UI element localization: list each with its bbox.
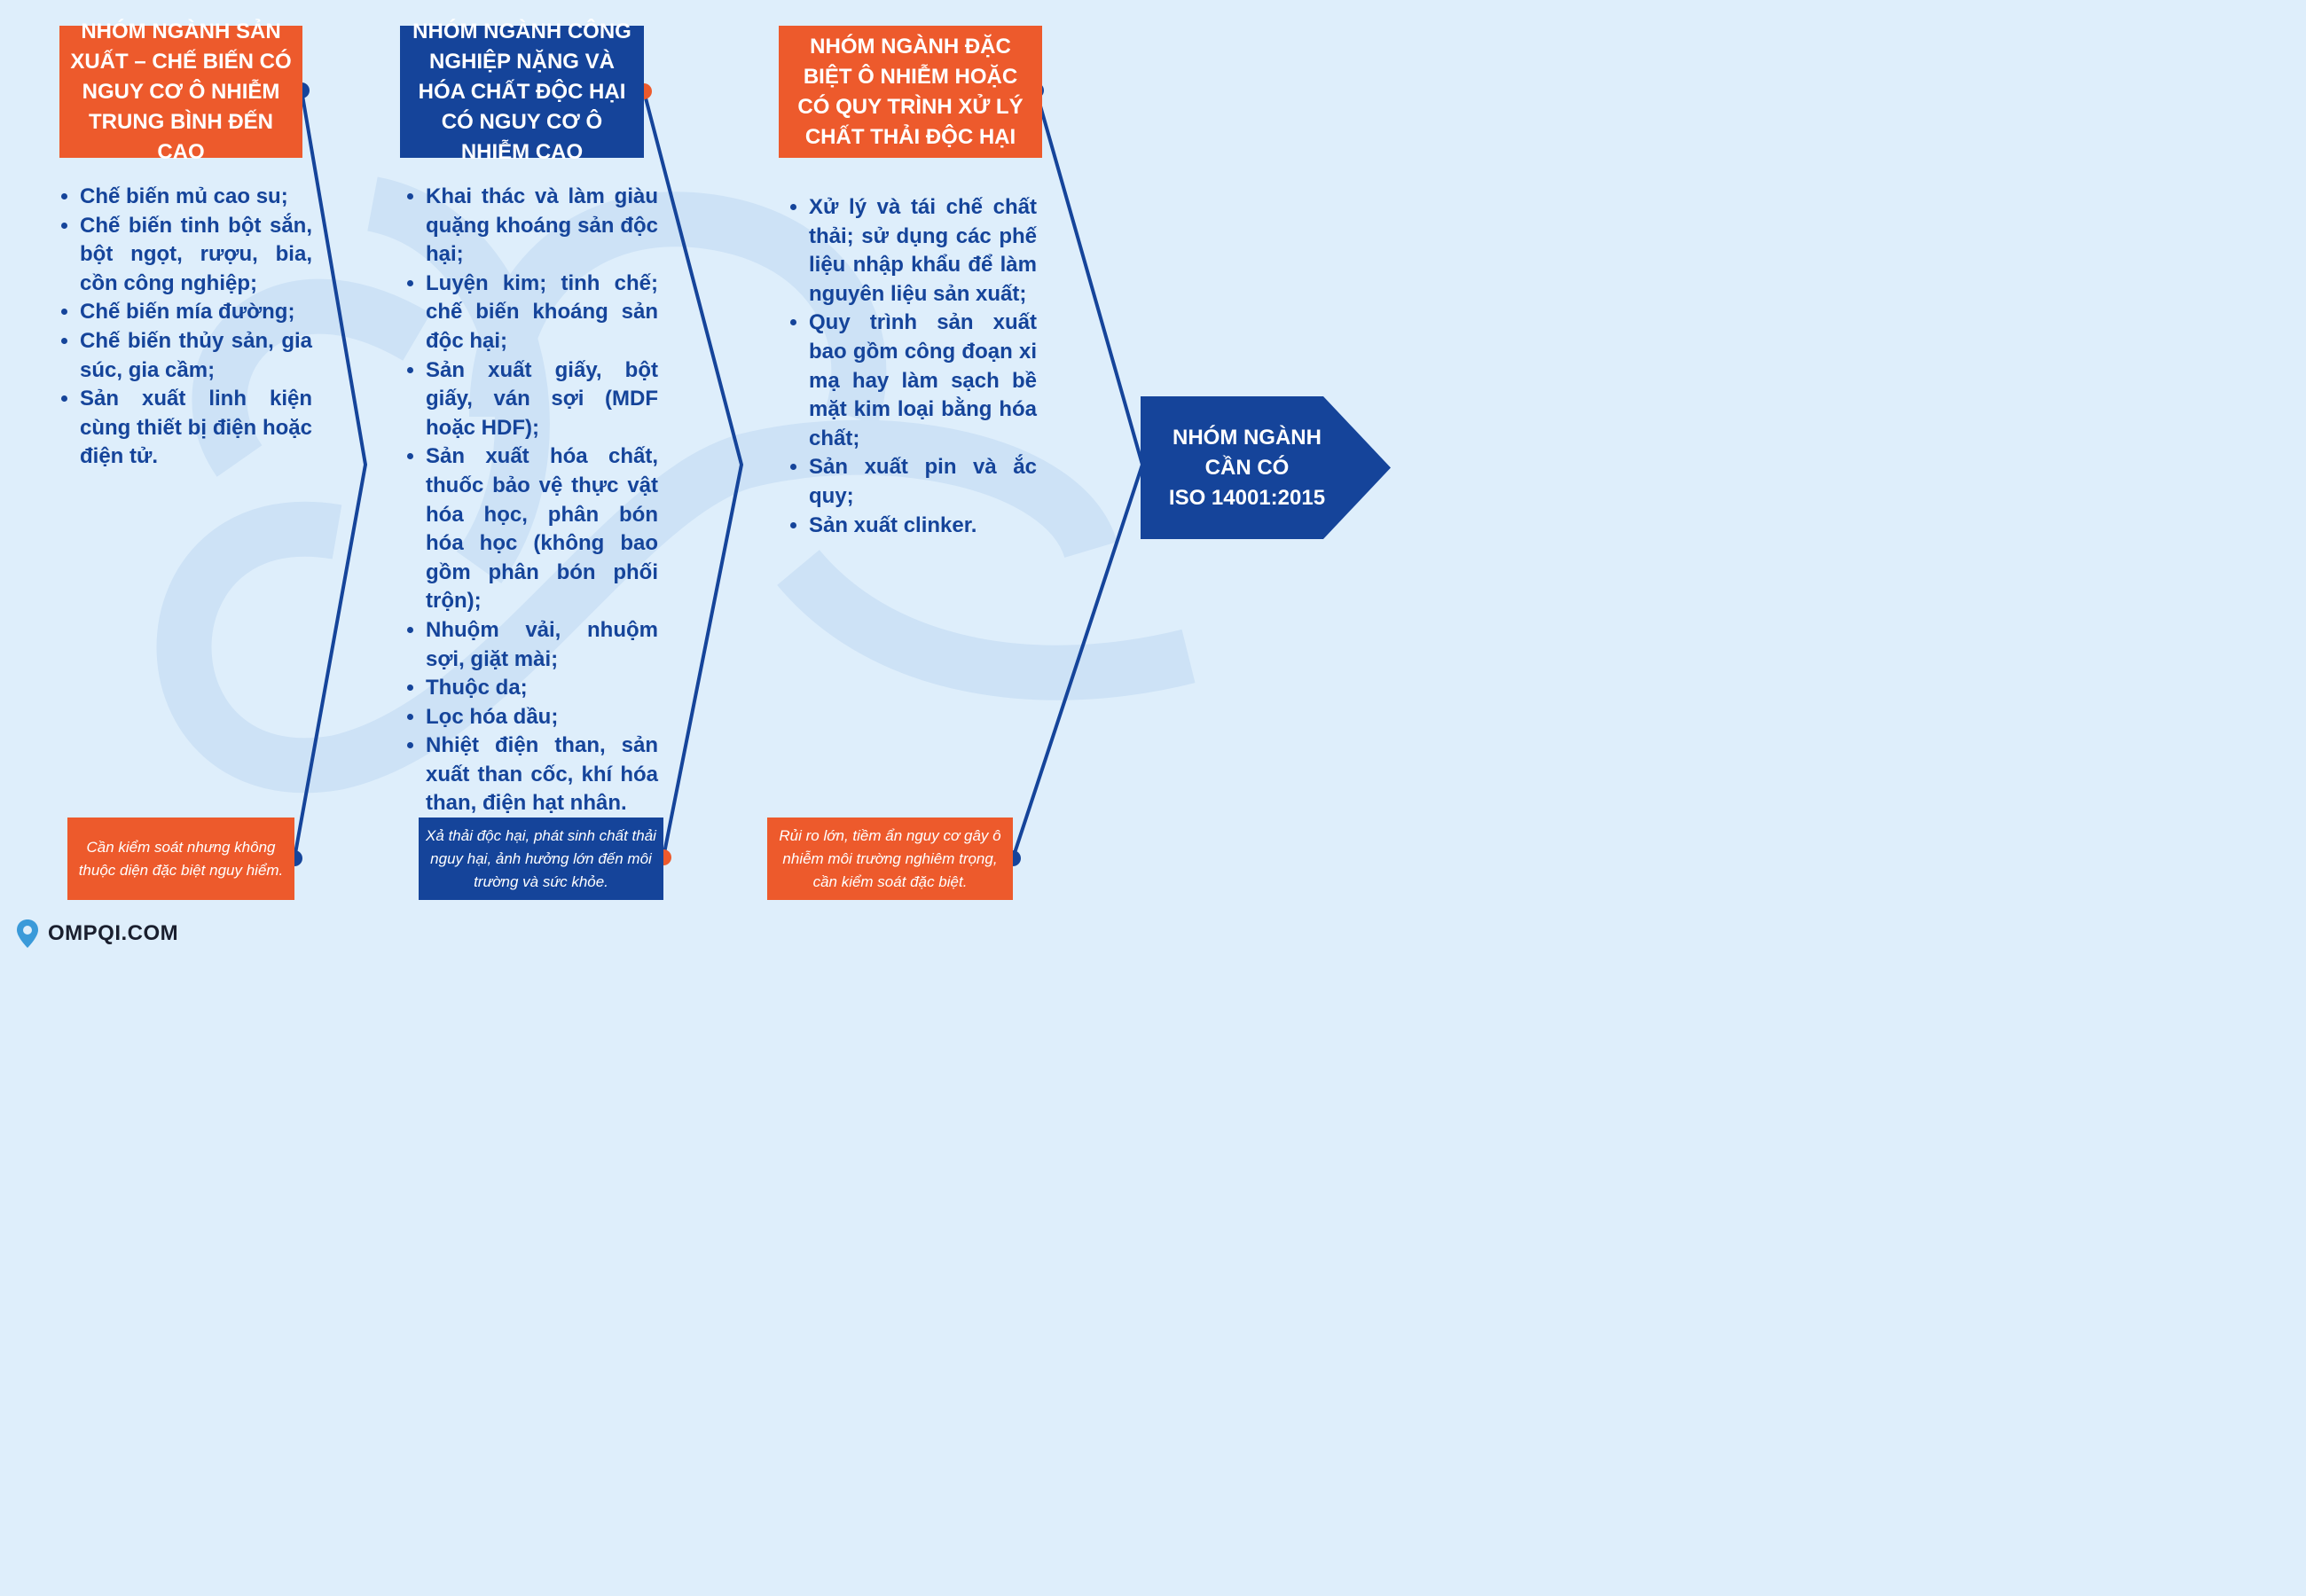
group-3-note: Rủi ro lớn, tiềm ẩn nguy cơ gây ô nhiễm môi trường nghiêm trọng, cần kiểm soát đặc biệt.	[767, 818, 1013, 900]
result-line-2: CẦN CÓ	[1204, 455, 1290, 480]
group-2-header: NHÓM NGÀNH CÔNG NGHIỆP NẶNG VÀ HÓA CHẤT ĐỘC HẠI CÓ NGUY CƠ Ô NHIỄM CAO	[400, 26, 644, 158]
group-1-note: Cần kiểm soát nhưng không thuộc diện đặc biệt nguy hiểm.	[67, 818, 294, 900]
list-item: • Chế biến mủ cao su;	[80, 183, 312, 212]
location-pin-icon	[16, 919, 39, 949]
result-line-1: NHÓM NGÀNH	[1172, 425, 1322, 450]
result-arrow	[1141, 396, 1391, 539]
list-item: • Chế biến mía đường;	[80, 298, 312, 327]
result-line-3: ISO 14001:2015	[1168, 485, 1326, 510]
result-text	[1141, 396, 1353, 539]
list-item: • Quy trình sản xuất bao gồm công đoạn xi mạ hay làm sạch bề mặt kim loại bằng hóa chất;	[809, 309, 1037, 453]
list-item: • Thuộc da;	[426, 674, 658, 703]
group-2-list	[401, 183, 658, 818]
group-3-header: NHÓM NGÀNH ĐẶC BIỆT Ô NHIỄM HOẶC CÓ QUY TRÌNH XỬ LÝ CHẤT THẢI ĐỘC HẠI	[779, 26, 1042, 158]
list-item: • Sản xuất linh kiện cùng thiết bị điện hoặc điện tử.	[80, 385, 312, 472]
group-1-header: NHÓM NGÀNH SẢN XUẤT – CHẾ BIẾN CÓ NGUY CƠ Ô NHIỄM TRUNG BÌNH ĐẾN CAO	[59, 26, 302, 158]
group-3-list	[784, 193, 1037, 540]
list-item: • Nhiệt điện than, sản xuất than cốc, khí hóa than, điện hạt nhân.	[426, 732, 658, 818]
group-1-list	[55, 183, 312, 472]
list-item: • Sản xuất pin và ắc quy;	[809, 453, 1037, 511]
footer-brand	[16, 919, 178, 949]
list-item: • Sản xuất giấy, bột giấy, ván sợi (MDF hoặc HDF);	[426, 356, 658, 443]
list-item: • Chế biến thủy sản, gia súc, gia cầm;	[80, 327, 312, 385]
brand-name: OMPQI.COM	[48, 921, 179, 945]
list-item: • Sản xuất hóa chất, thuốc bảo vệ thực vật hóa học, phân bón hóa học (không bao gồm phân bón phối trộn);	[426, 442, 658, 616]
list-item: • Nhuộm vải, nhuộm sợi, giặt mài;	[426, 616, 658, 674]
list-item: • Sản xuất clinker.	[809, 512, 1037, 541]
list-item: • Lọc hóa dầu;	[426, 703, 658, 732]
list-item: • Luyện kim; tinh chế; chế biến khoáng sản độc hại;	[426, 270, 658, 356]
list-item: • Khai thác và làm giàu quặng khoáng sản độc hại;	[426, 183, 658, 270]
group-2-note: Xả thải độc hại, phát sinh chất thải nguy hại, ảnh hưởng lớn đến môi trường và sức khỏe.	[419, 818, 663, 900]
list-item: • Chế biến tinh bột sắn, bột ngọt, rượu, bia, cồn công nghiệp;	[80, 212, 312, 299]
list-item: • Xử lý và tái chế chất thải; sử dụng các phế liệu nhập khẩu để làm nguyên liệu sản xuất;	[809, 193, 1037, 309]
